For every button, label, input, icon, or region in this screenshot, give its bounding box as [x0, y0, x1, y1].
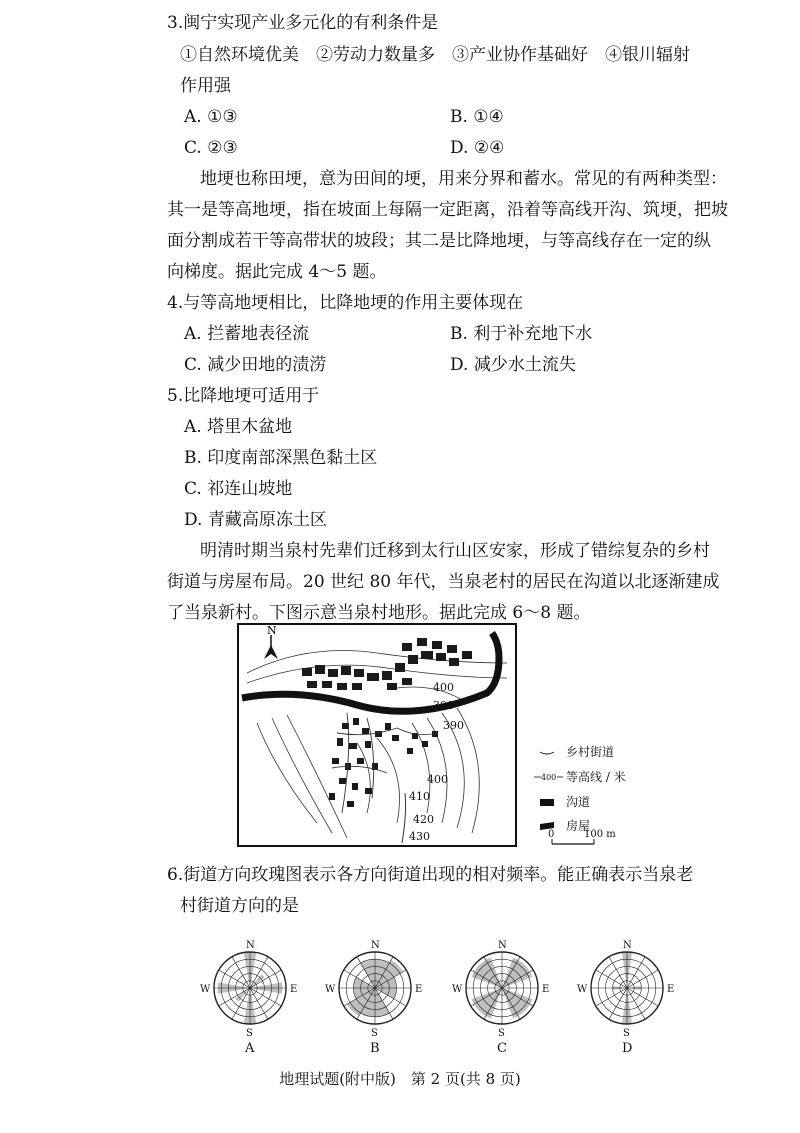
- rose-diagram-c: [452, 940, 549, 1056]
- rose-direction-w: W: [200, 984, 211, 995]
- q4-option-b: B. 利于补充地下水: [450, 324, 593, 344]
- rose-direction-w: W: [325, 984, 336, 995]
- contour-label: 400: [433, 681, 454, 694]
- legend-gully-label: 沟道: [566, 795, 591, 809]
- north-label: N: [267, 624, 277, 637]
- legend-svg: [530, 740, 680, 850]
- passage1-line: 向梯度。据此完成 4～5 题。: [167, 262, 387, 282]
- rose-diagrams: [190, 930, 690, 1060]
- legend-contour-label: 等高线 / 米: [566, 770, 626, 784]
- contour-label: 430: [409, 830, 430, 843]
- q6-stem-line1: 6.街道方向玫瑰图表示各方向街道出现的相对频率。能正确表示当泉老: [167, 865, 694, 885]
- contour-label: 420: [413, 813, 434, 826]
- rose-direction-s: S: [371, 1028, 378, 1039]
- q5-option-d: D. 青藏高原冻土区: [184, 510, 327, 530]
- q4-option-a: A. 拦蓄地表径流: [184, 324, 310, 344]
- scale-value: 100 m: [584, 829, 616, 840]
- q4-stem: 4.与等高地埂相比，比降地埂的作用主要体现在: [167, 293, 524, 313]
- q6-stem-line2: 村街道方向的是: [180, 896, 299, 916]
- q5-option-a: A. 塔里木盆地: [184, 417, 293, 437]
- street-symbol: [540, 752, 554, 754]
- rose-diagram-d: [577, 940, 674, 1056]
- rose-direction-s: S: [498, 1028, 505, 1039]
- contour-label: 410: [409, 790, 430, 803]
- q5-option-b: B. 印度南部深黑色黏土区: [184, 448, 378, 468]
- rose-direction-s: S: [246, 1028, 253, 1039]
- passage2-line: 了当泉新村。下图示意当泉村地形。据此完成 6～8 题。: [167, 603, 591, 623]
- rose-choice-label: A: [245, 1041, 255, 1056]
- q3-conditions-line2: 作用强: [180, 76, 231, 96]
- rose-choice-label: B: [370, 1041, 380, 1056]
- contour-label: 390: [433, 699, 454, 712]
- village-terrain-map: [237, 623, 517, 847]
- passage1-line: 地埂也称田埂，意为田间的埂，用来分界和蓄水。常见的有两种类型：: [200, 169, 727, 189]
- rose-direction-n: N: [623, 940, 632, 951]
- rose-direction-e: E: [667, 984, 675, 995]
- rose-direction-n: N: [246, 940, 255, 951]
- passage1-line: 其一是等高地埂，指在坡面上每隔一定距离，沿着等高线开沟、筑埂，把坡: [167, 200, 728, 220]
- rose-direction-n: N: [371, 940, 380, 951]
- map-svg: [237, 623, 517, 847]
- rose-direction-e: E: [542, 984, 550, 995]
- rose-diagram-b: [325, 940, 422, 1056]
- scale-zero: 0: [548, 829, 555, 840]
- q3-option-d: D. ②④: [450, 138, 505, 158]
- q5-stem: 5.比降地埂可适用于: [167, 386, 320, 406]
- rose-svg: [190, 930, 690, 1060]
- legend-street-label: 乡村街道: [566, 745, 615, 759]
- rose-direction-n: N: [498, 940, 507, 951]
- q4-option-c: C. 减少田地的渍涝: [184, 355, 327, 375]
- rose-choice-label: D: [622, 1041, 633, 1056]
- rose-direction-s: S: [623, 1028, 630, 1039]
- rose-direction-e: E: [290, 984, 298, 995]
- rose-diagram-a: [200, 940, 297, 1056]
- q3-option-b: B. ①④: [450, 107, 504, 127]
- contour-label: 400: [427, 773, 448, 786]
- rose-direction-w: W: [577, 984, 588, 995]
- q3-option-a: A. ①③: [184, 107, 238, 127]
- rose-direction-e: E: [415, 984, 423, 995]
- passage1-line: 面分割成若干等高带状的坡段；其二是比降地埂，与等高线存在一定的纵: [167, 231, 711, 251]
- contour-label: 390: [443, 719, 464, 732]
- page-footer: 地理试题(附中版) 第 2 页(共 8 页): [279, 1070, 521, 1088]
- legend-house-label: 房屋: [566, 819, 591, 833]
- q3-option-c: C. ②③: [184, 138, 238, 158]
- map-legend: [530, 740, 680, 850]
- passage2-line: 街道与房屋布局。20 世纪 80 年代，当泉老村的居民在沟道以北逐渐建成: [167, 572, 720, 592]
- rose-choice-label: C: [497, 1041, 507, 1056]
- rose-direction-w: W: [452, 984, 463, 995]
- legend-contour-sample: 400: [541, 773, 557, 782]
- passage2-line: 明清时期当泉村先辈们迁移到太行山区安家，形成了错综复杂的乡村: [200, 541, 710, 561]
- q3-stem: 3.闽宁实现产业多元化的有利条件是: [167, 13, 439, 33]
- gully-symbol: [540, 799, 554, 806]
- q5-option-c: C. 祁连山坡地: [184, 479, 293, 499]
- q3-conditions-line1: ①自然环境优美 ②劳动力数量多 ③产业协作基础好 ④银川辐射: [180, 45, 690, 65]
- q4-option-d: D. 减少水土流失: [450, 355, 576, 375]
